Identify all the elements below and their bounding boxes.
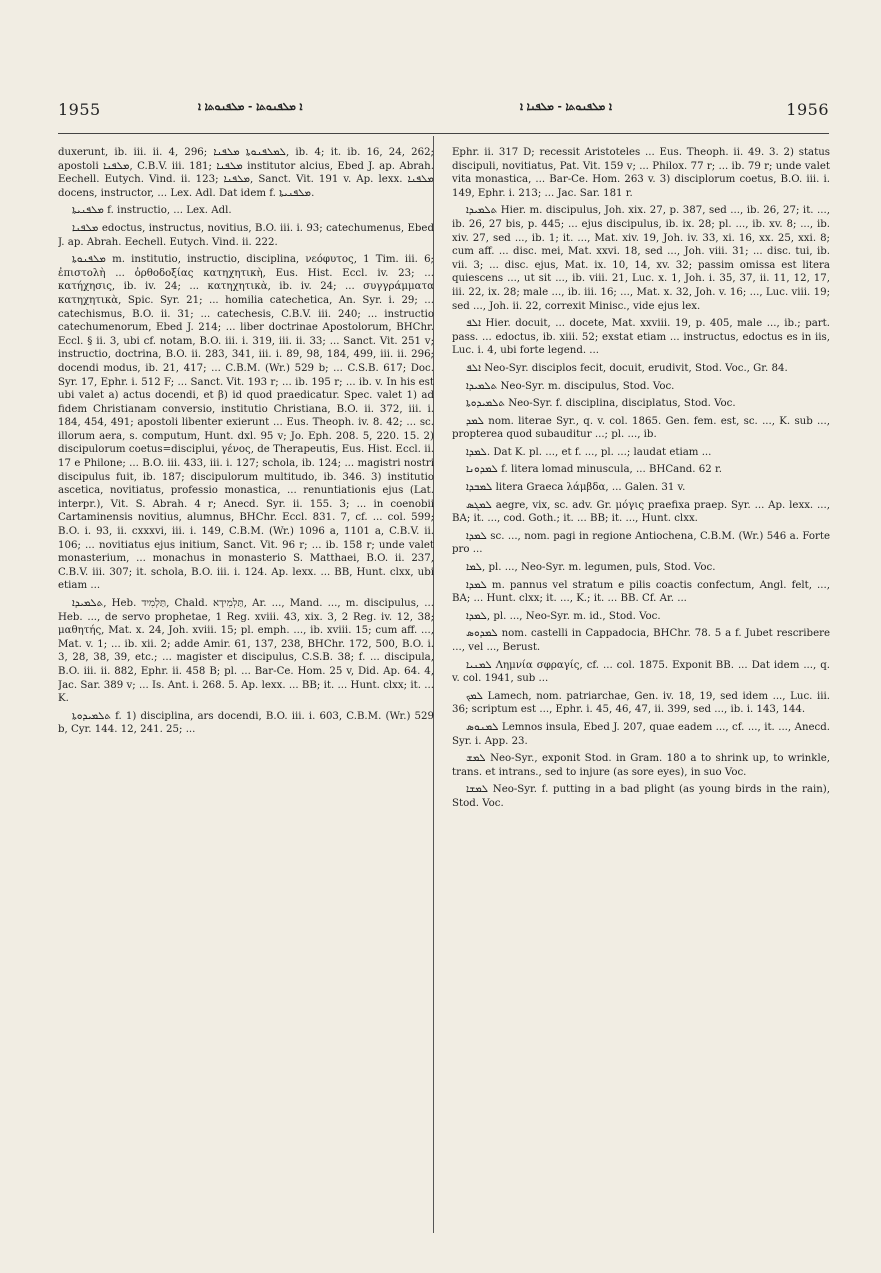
entry-paragraph: ܬܠܡܝܕܐ Hier. m. discipulus, Joh. xix. 27, p. 387, sed ..., ib. 26, 27; it. ..., ib. 26, 27 bis, p. 445; ... ejus discipulus, ib. ix. 28; pl. ..., ib. xv. 8; ..., ib. xiv. 27, sed ..., ib. 1; it. ..., Mat. xiv. 19, Joh. iv. 33, xi. 16, xx. 25, xxi. 8; cum aff. ... disc. mei, Mat. xxvi. 18, sed ..., Joh. viii. 31; ... disc. tui, ib. vii. 3; ... disc. ejus, Mat. ix. 10, 14, xv. 32; passim omissa est litera quiescens ..., ut sit ..., ib. viii. 21, Luc. x. 1, Joh. i. 35, 37, ii. 11, 12, 17, iii. 22, ix. 28; male ..., ib. iii. 16; ..., Mat. x. 32, Joh. v. 16; ..., Luc. viii. 19; sed ..., Joh. ii. 22, correxit Minisc., vide ejus lex. xyxy=(452,205,830,312)
entry-paragraph: ܠܡܕܐ, pl. ..., Neo-Syr. m. id., Stod. Voc. xyxy=(466,610,661,622)
entry-paragraph: ܬܠܡܝܕܐ Neo-Syr. m. discipulus, Stod. Voc. xyxy=(466,380,675,392)
entry-paragraph: ܠܡܕܐ. Dat K. pl. ..., et f. ..., pl. ...; laudat etiam ... xyxy=(466,446,712,458)
entry-paragraph: ܠܡܟ Lamech, nom. patriarchae, Gen. iv. 18, 19, sed idem ..., Luc. iii. 36; scriptum est ..., Ephr. i. 45, 46, 47, ii. 399, sed ..., ib. i. 143, 144. xyxy=(452,690,830,716)
entry-paragraph: ܡܠܦܢܘܬܐ m. institutio, instructio, disciplina, νεόφυτος, 1 Tim. iii. 6; ἐπιστολὴ ... ὀρθοδοξίας κατηχητικὴ, Eus. Hist. Eccl. iv. 23; ... κατήχησις, ib. iv. 24; ... κατηχητικὰ, ib. iv. 24; ... συγγράμματα κατηχητικὰ, Spic. Syr. 21; ... homilia catechetica, An. Syr. i. 29; ... catechismus, B.O. ii. 31; ... catechesis, C.B.V. iii. 240; ... instructio catechumenorum, Ebed J. 214; ... liber doctrinae Apostolorum, BHChr. Eccl. § ii. 3, ubi cf. notam, B.O. iii. i. 319, iii. ii. 33; ... Sanct. Vit. 251 v; instructio, doctrina, B.O. ii. 283, 341, iii. i. 89, 98, 184, 499, iii. ii. 296; docendi modus, ib. 21, 417; ... C.B.M. (Wr.) 529 b; ... C.S.B. 617; Doc. Syr. 17, Ephr. i. 512 F; ... Sanct. Vit. 193 r; ... ib. 195 r; ... ib. v. In his est ubi valet a) actus docendi, et β) id quod praedicatur. Spec. valet 1) ad fidem Christianam conversio, institutio Christiana, B.O. ii. 372, iii. i. 184, 454, 491; apostoli libenter exierunt ... Eus. Theoph. iv. 8. 42; ... sc. illorum aera, s. computum, Hunt. dxl. 95 v; Jo. Eph. 208. 5, 220. 15. 2) discipulorum coetus=disciplui, γένος, de Therapeutis, Eus. Hist. Eccl. ii. 17 e Philone; ... B.O. iii. 433, iii. i. 127; schola, ib. 124; ... magistri nostri discipulus fuit, ib. 187; discipulorum multitudo, ib. 346. 3) institutio ascetica, novitiatus, professio monastica, ... renuntiationis ejus (Lat. interpr.), Vit. S. Abrah. 4 r; Anecd. Syr. ii. 155. 3; ... in coenobii Cartaminensis novitius, alumnus, BHChr. Eccl. 831. 7, cf. ... col. 599; B.O. i. 93, ii. cxxxvi, iii. i. 149, C.B.M. (Wr.) 1096 a, 1101 a, C.B.V. ii. 106; ... novitiatus ejus initium, Sanct. Vit. 96 r; ... ib. 158 r; unde valet monasterium, ... monachus in monasterio S. Matthaei, B.O. ii. 237, C.B.V. iii. 307; it. schola, B.O. iii. i. 124. Ap. lexx. ... BB, Hunt. clxx, ubi etiam ... xyxy=(58,254,434,592)
entry-paragraph: ܬܠܡܝܕܐ, Heb. תַּלְמִיד, Chald. תַּלְמִידָא, Ar. ..., Mand. ..., m. discipulus, ... Heb. ..., de servo prophetae, 1 Reg. xviii. 43, xix. 3, 2 Reg. iv. 12, 38; μαθητής, Mat. x. 24, Joh. xviii. 15; pl. emph. ..., ib. xviii. 15; cum aff. ..., Mat. v. 1; ... ib. xii. 2; adde Amir. 61, 137, 238, BHChr. 172, 500, B.O. i. 3, 28, 38, 39, etc.; ... magister et discipulus, C.S.B. 38; f. ... discipula, B.O. iii. ii. 882, Ephr. ii. 458 B; pl. ... Bar-Ce. Hom. 25 v, Did. Ap. 64. 4, Jac. Sar. 389 v; ... Is. Ant. i. 268. 5. Ap. lexx. ... BB; it. ... Hunt. clxx; it. ... K. xyxy=(58,598,434,705)
header-rule xyxy=(58,133,829,134)
entry-paragraph: ܠܡܢܝܐ Λημνία σφραγίς, cf. ... col. 1875. Exponit BB. ... Dat idem ..., q. v. col. 1941, sub ... xyxy=(452,659,830,685)
entry-paragraph: ܠܡܫ Neo-Syr., exponit Stod. in Gram. 180 a to shrink up, to wrinkle, trans. et intrans., sed to injure (as sore eyes), in suo Voc. xyxy=(452,753,830,778)
entry-paragraph: ܬܠܡܝܕܘܬܐ Neo-Syr. f. disciplina, disciplatus, Stod. Voc. xyxy=(466,398,736,410)
entry-paragraph: ܡܠܦܢܐ edoctus, instructus, novitius, B.O. iii. i. 93; catechumenus, Ebed J. ap. Abrah. Eechell. Eutych. Vind. ii. 222. xyxy=(58,222,434,248)
entry-paragraph: ܠܡܕ nom. literae Syr., q. v. col. 1865. Gen. fem. est, sc. ..., K. sub ..., propterea quod subauditur ...; pl. ..., ib. xyxy=(452,415,830,441)
entry-paragraph: ܠܡܒܕܐ litera Graeca λάμβδα, ... Galen. 31 v. xyxy=(466,482,686,494)
entry-paragraph: duxerunt, ib. iii. ii. 4, 296; ܠܡܠܦܢܘܬܐ ܡܠܦܢܐ, ib. 4; it. ib. 16, 24, 262; apostoli ܡܠܦܢܐ, C.B.V. iii. 181; ܡܠܦܢܐ institutor alcius, Ebed J. ap. Abrah. Eechell. Eutych. Vind. ii. 123; ܡܠܦܢܐ, Sanct. Vit. 191 v. Ap. lexx. ܡܠܦܢܐ docens, instructor, ... Lex. Adl. Dat idem f. ܡܠܦܢܝܬܐ. xyxy=(58,147,434,199)
right-column xyxy=(452,146,830,1236)
entry-paragraph: ܠܡܕܘܢܐ f. litera lomad minuscula, ... BHCand. 62 r. xyxy=(466,464,722,476)
page-header xyxy=(58,100,829,124)
entry-paragraph: ܠܡܓܣ aegre, vix, sc. adv. Gr. μόγις praefixa praep. Syr. ... Ap. lexx. ..., BA; it. ..., cod. Goth.; it. ... BB; it. ..., Hunt. clxx. xyxy=(452,499,830,525)
entry-paragraph: ܠܡܫܐ Neo-Syr. f. putting in a bad plight (as young birds in the rain), Stod. Voc. xyxy=(452,784,830,809)
left-page-number: 1955 xyxy=(58,100,101,119)
left-column xyxy=(58,146,434,1236)
left-running-head: ܐ ܡܠܦܢܘܬܐ - ܡܠܦܢܘܬܐ ܐ xyxy=(198,101,303,113)
entry-paragraph: ܠܡܕܘܣ nom. castelli in Cappadocia, BHChr. 78. 5 a f. Jubet rescribere ..., vel ..., Berust. xyxy=(452,628,830,653)
entry-paragraph: ܐܠܦ Neo-Syr. disciplos fecit, docuit, erudivit, Stod. Voc., Gr. 84. xyxy=(466,362,788,374)
entry-paragraph: ܬܠܡܝܕܘܬܐ f. 1) disciplina, ars docendi, B.O. iii. i. 603, C.B.M. (Wr.) 529 b, Cyr. 144. 12, 241. 25; ... xyxy=(58,710,434,736)
right-page-number: 1956 xyxy=(786,100,829,119)
entry-paragraph: ܠܡܐ, pl. ..., Neo-Syr. m. legumen, puls, Stod. Voc. xyxy=(466,562,716,574)
entry-paragraph: ܡܠܦܢܝܬܐ f. instructio, ... Lex. Adl. xyxy=(72,205,232,217)
entry-paragraph: Ephr. ii. 317 D; recessit Aristoteles ... Eus. Theoph. ii. 49. 3. 2) status discipuli, novitiatus, Pat. Vit. 159 v; ... Philox. 77 r; ... ib. 79 r; unde valet vita monastica, ... Bar-Ce. Hom. 263 v. 3) disciplorum coetus, B.O. iii. i. 149, Ephr. i. 213; ... Jac. Sar. 181 r. xyxy=(452,147,830,199)
entry-paragraph: ܠܡܢܘܣ Lemnos insula, Ebed J. 207, quae eadem ..., cf. ..., it. ..., Anecd. Syr. i. App. 23. xyxy=(452,721,830,747)
entry-paragraph: ܠܡܕܐ sc. ..., nom. pagi in regione Antiochena, C.B.M. (Wr.) 546 a. Forte pro ... xyxy=(452,530,830,556)
right-running-head: ܐ ܡܠܦܢܘܬܐ - ܡܠܦܢܐ ܐ xyxy=(520,101,612,113)
entry-paragraph: ܐܠܦ Hier. docuit, ... docete, Mat. xxviii. 19, p. 405, male ..., ib.; part. pass. ... edoctus, ib. xiii. 52; exstat etiam ... instructus, edoctus es in iis, Luc. i. 4, ubi forte legend. ... xyxy=(452,318,830,357)
entry-paragraph: ܠܡܕܐ m. pannus vel stratum e pilis coactis confectum, Angl. felt, ..., BA; ... Hunt. clxx; it. ..., K.; it. ... BB. Cf. Ar. ... xyxy=(452,579,830,605)
